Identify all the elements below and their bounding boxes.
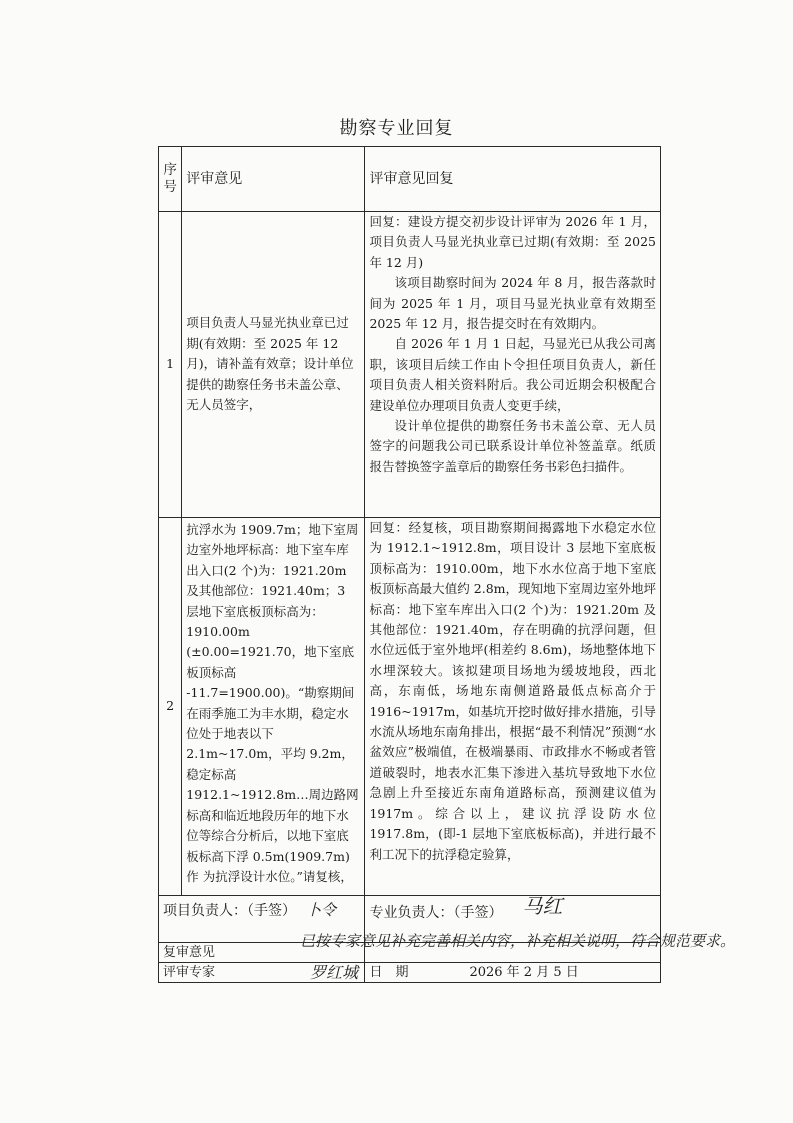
header-reply-text: 评审意见回复 (369, 170, 454, 187)
review-table (158, 146, 661, 983)
reply-paragraph: 自 2026 年 1 月 1 日起，马显光已从我公司离职，该项目后续工作由卜令担任项目负责人，新任项目负责人相关资料附后。我公司近期会积极配合建设单位办理项目负责人变更手续， (369, 336, 656, 413)
header-reply (365, 147, 661, 212)
row-number: 1 (159, 212, 182, 518)
project-lead-signature: 卜令 (306, 901, 337, 919)
review-opinion: 抗浮水为 1909.7m；地下室周边室外地坪标高：地下室车库出入口(2 个)为：1921.20m 及其他部位：1921.40m；3 层地下室底板顶标高为：1910.00m (±0.00=1921.70，地下室底板顶标高 -11.7=1900.00)。“勘察期间在雨季施工为丰水期，稳定水位处于地表以下 2.1m~17.0m，平均 9.2m，稳定标高 1912.1~1912.8m…周边路网标高和临近地段历年的地下水位等综合分析后，以地下室底板标高下浮 0.5m(1909.7m)作 为抗浮设计水位。”请复核， (182, 518, 365, 896)
date-split (369, 964, 656, 982)
review-reply (365, 212, 661, 518)
reply-paragraph: 回复：经复核，项目勘察期间揭露地下水稳定水位为 1912.1~1912.8m，项目设计 3 层地下室底板顶标高为：1910.00m，地下水水位高于地下室底板顶标高最大值约 2.8m，现知地下室周边室外地坪标高：地下室车库出入口(2 个)为：1921.20m 及其他部位：1921.40m，存在明确的抗浮问题，但水位远低于室外地坪(相差约 8.6m)，场地整体地下水埋深较大。该拟建项目场地为缓坡地段，西北高，东南低，场地东南侧道路最低点标高介于 1916~1917m，如基坑开挖时做好排水措施，引导水流从场地东南角排出，根据“最不利情况”预测“水盆效应”极端值，在极端暴雨、市政排水不畅或者管道破裂时，地表水汇集下渗进入基坑导致地下水位急剧上升至接近东南角道路标高，预测建议值为 1917m。综合以上，建议抗浮设防水位 1917.8m，(即-1 层地下室底板标高)，并进行最不利工况下的抗浮稳定验算， (369, 520, 656, 862)
recheck-handwritten-opinion: 已按专家意见补充完善相关内容，补充相关说明，符合规范要求。 (300, 932, 736, 950)
page-title: 勘察专业回复 (339, 118, 454, 139)
reply-paragraph: 设计单位提供的勘察任务书未盖公章、无人员签字的问题我公司已联系设计单位补签盖章。纸质报告替换签字盖章后的勘察任务书彩色扫描件。 (369, 418, 656, 474)
header-no-text: 序号 (163, 162, 177, 195)
expert-label: 评审专家 (163, 964, 216, 980)
table-header-row (159, 147, 661, 212)
review-reply (365, 518, 661, 896)
header-no (159, 147, 182, 212)
expert-row (159, 963, 661, 983)
discipline-lead-label: 专业负责人：（手签） (369, 905, 503, 921)
table-row (159, 212, 661, 518)
header-opinion-text: 评审意见 (186, 170, 243, 187)
review-opinion: 项目负责人马显光执业章已过期(有效期：至 2025 年 12 月)，请补盖有效章；设计单位提供的勘察任务书未盖公章、无人员签字， (182, 212, 365, 518)
discipline-lead-signature: 马红 (522, 894, 563, 918)
table-row (159, 518, 661, 896)
header-opinion (182, 147, 365, 212)
expert-signature: 罗红城 (310, 963, 359, 982)
reply-paragraph: 该项目勘察时间为 2024 年 8 月，报告落款时间为 2025 年 1 月，项目马显光执业章有效期至 2025 年 12 月，报告提交时在有效期内。 (369, 275, 656, 332)
date-label: 日 期 (369, 964, 409, 980)
row-number: 2 (159, 518, 182, 896)
project-lead-label: 项目负责人：（手签） (163, 903, 296, 919)
date-value: 2026 年 2 月 5 日 (469, 964, 579, 980)
recheck-label: 复审意见 (163, 944, 216, 960)
date-cell (365, 963, 661, 983)
reply-paragraph: 回复：建设方提交初步设计评审为 2026 年 1 月，项目负责人马显光执业章已过期(有效期：至 2025 年 12 月) (369, 214, 656, 270)
